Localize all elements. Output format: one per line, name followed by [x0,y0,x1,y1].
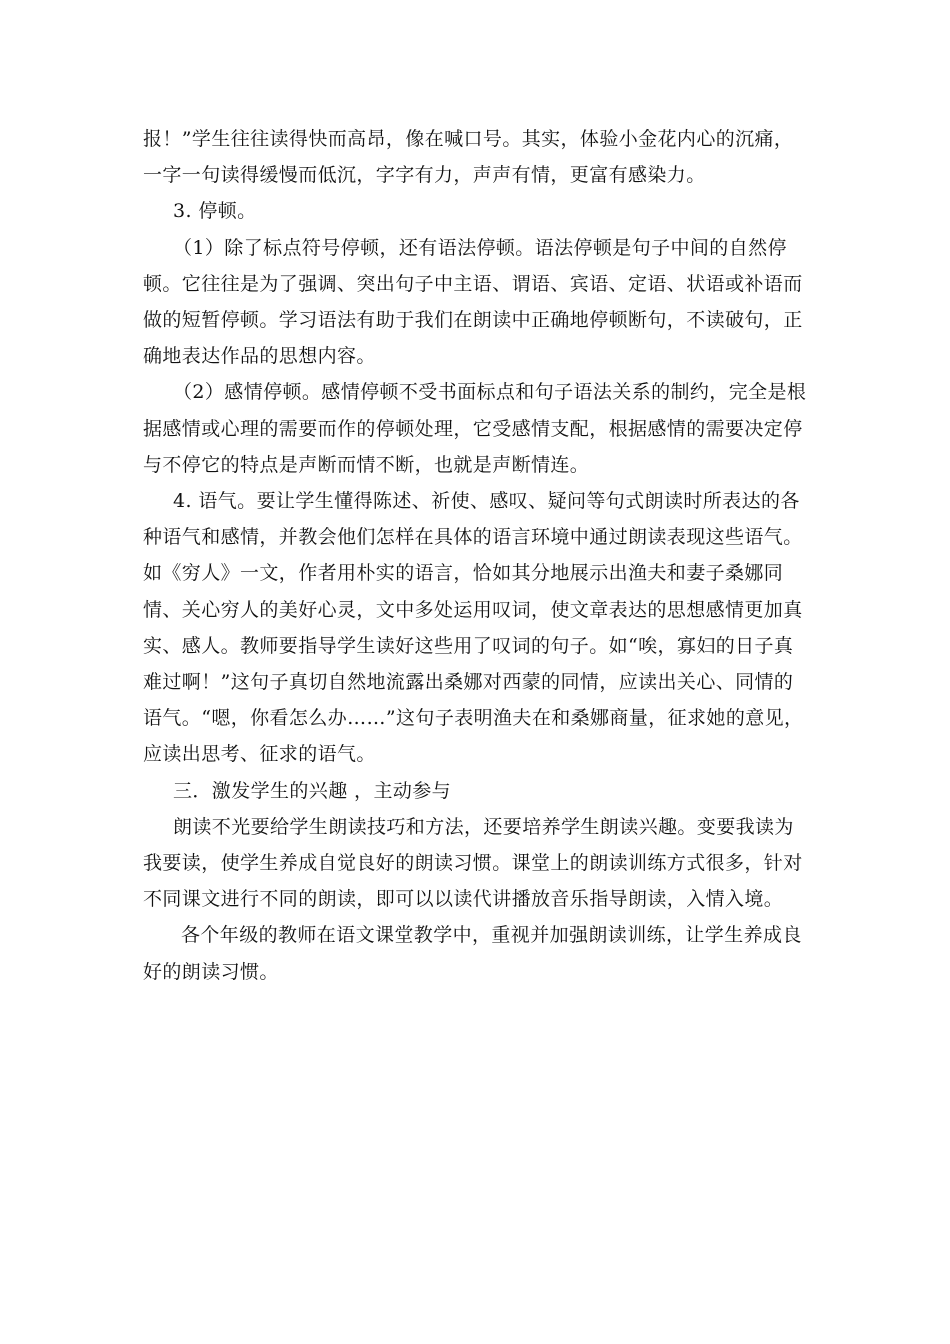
document-body [143,121,808,990]
section-three-heading: 三．激发学生的兴趣 ，主动参与 [173,779,452,802]
section-3-heading: 3. 停顿。 [173,200,257,223]
paragraph-conclusion: 各个年级的教师在语文课堂教学中，重视并加强朗读训练，让学生养成良好的朗读习惯。 [143,924,802,983]
paragraph-emotional-pause: （2）感情停顿。感情停顿不受书面标点和句子语法关系的制约，完全是根据感情或心理的需要而作的停顿处理，它受感情支配，根据感情的需要决定停与不停它的特点是声断而情不断，也就是声断情连。 [143,381,807,476]
paragraph-grammar-pause: （1）除了标点符号停顿，还有语法停顿。语法停顿是句子中间的自然停顿。它往往是为了强调、突出句子中主语、谓语、宾语、定语、状语或补语而做的短暂停顿。学习语法有助于我们在朗读中正确地停顿断句，不读破句，正确地表达作品的思想内容。 [143,236,803,368]
paragraph-tone: 4. 语气。要让学生懂得陈述、祈使、感叹、疑问等句式朗读时所表达的各种语气和感情，并教会他们怎样在具体的语言环境中通过朗读表现这些语气。如《穷人》一文，作者用朴实的语言，恰如其分地展示出渔夫和妻子桑娜同情、关心穷人的美好心灵，文中多处运用叹词，使文章表达的思想感情更加真实、感人。教师要指导学生读好这些用了叹词的句子。如“唉，寡妇的日子真难过啊！”这句子真切自然地流露出桑娜对西蒙的同情，应读出关心、同情的语气。“嗯，你看怎么办……”这句子表明渔夫在和桑娜商量，征求她的意见，应读出思考、征求的语气。 [143,490,804,766]
paragraph-continuation: 报！”学生往往读得快而高昂，像在喊口号。其实，体验小金花内心的沉痛，一字一句读得缓慢而低沉，字字有力，声声有情，更富有感染力。 [143,128,794,187]
paragraph-interest: 朗读不光要给学生朗读技巧和方法，还要培养学生朗读兴趣。变要我读为我要读，使学生养成自觉良好的朗读习惯。课堂上的朗读训练方式很多，针对不同课文进行不同的朗读，即可以以读代讲播放音乐指导朗读，入情入境。 [143,815,803,911]
